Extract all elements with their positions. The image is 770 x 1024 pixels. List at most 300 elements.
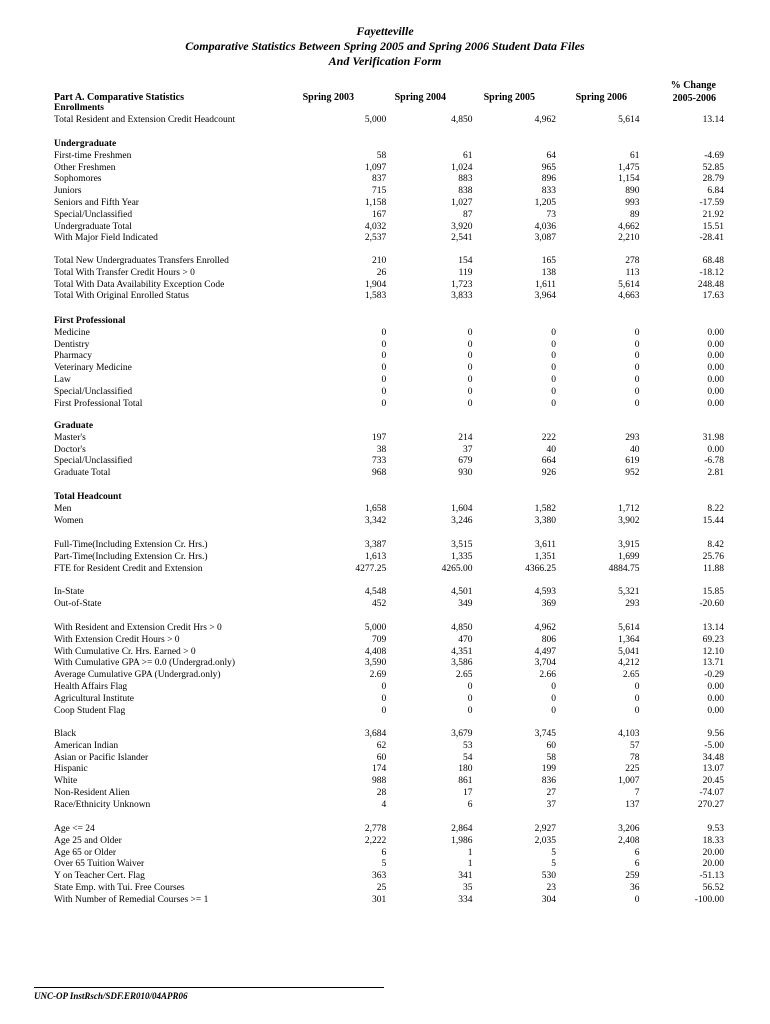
row-value: 0 bbox=[634, 386, 640, 397]
row-value: 25.76 bbox=[702, 551, 724, 562]
section-1 bbox=[54, 139, 724, 245]
section-7 bbox=[54, 587, 724, 611]
row-label: Age 25 and Older bbox=[54, 835, 122, 846]
row-value: 0 bbox=[467, 386, 473, 397]
section-title: First Professional bbox=[54, 316, 126, 326]
row-value: 214 bbox=[458, 432, 473, 443]
row-value: 0 bbox=[467, 398, 473, 409]
row-value: 0 bbox=[551, 681, 557, 692]
row-value: 0 bbox=[634, 398, 640, 409]
row-value: 4265.00 bbox=[441, 563, 473, 574]
row-value: 452 bbox=[371, 598, 387, 609]
row-value: 138 bbox=[541, 267, 557, 278]
row-label: Hispanic bbox=[54, 764, 88, 775]
row-value: 1 bbox=[467, 859, 473, 870]
row-value: 3,206 bbox=[618, 824, 640, 834]
row-value: 0 bbox=[551, 386, 557, 397]
row-value: 2,864 bbox=[451, 824, 473, 834]
row-value: 0.00 bbox=[707, 398, 724, 409]
row-label: Pharmacy bbox=[54, 351, 92, 362]
row-value: 20.45 bbox=[702, 776, 724, 787]
row-value: 4,962 bbox=[534, 114, 557, 125]
table-row bbox=[54, 268, 724, 280]
row-value: 28.79 bbox=[702, 174, 724, 185]
table-row bbox=[54, 351, 724, 363]
section-6 bbox=[54, 540, 724, 575]
row-value: 968 bbox=[371, 468, 387, 479]
row-value: 167 bbox=[371, 209, 387, 220]
row-value: 988 bbox=[371, 776, 387, 787]
row-label: Over 65 Tuition Waiver bbox=[54, 859, 145, 870]
row-value: 0 bbox=[551, 398, 557, 409]
row-label: Total Resident and Extension Credit Headcount bbox=[54, 114, 236, 125]
row-value: 530 bbox=[541, 871, 557, 882]
row-value: 0.00 bbox=[707, 363, 724, 374]
row-value: 861 bbox=[458, 776, 473, 787]
row-value: 12.10 bbox=[702, 646, 724, 657]
row-value: 470 bbox=[458, 634, 473, 645]
col-header-pct-change-line1: % Change bbox=[670, 80, 716, 91]
row-value: 0 bbox=[551, 705, 557, 716]
table-row bbox=[54, 706, 724, 718]
row-value: 2.81 bbox=[707, 468, 724, 479]
table-row bbox=[54, 456, 724, 468]
row-value: 0 bbox=[634, 327, 640, 338]
table-row bbox=[54, 387, 724, 399]
row-value: 3,920 bbox=[451, 221, 473, 232]
table-row bbox=[54, 340, 724, 352]
row-value: 37 bbox=[463, 444, 473, 455]
row-value: 56.52 bbox=[702, 882, 724, 893]
row-value: 1,712 bbox=[618, 503, 640, 514]
row-value: 2.65 bbox=[622, 670, 640, 681]
row-value: 664 bbox=[541, 456, 557, 467]
row-value: 836 bbox=[541, 776, 557, 787]
row-value: 1,583 bbox=[364, 291, 387, 302]
row-value: 3,833 bbox=[451, 291, 473, 302]
section-5 bbox=[54, 492, 724, 527]
row-value: 833 bbox=[541, 186, 557, 197]
row-value: 0 bbox=[381, 374, 387, 385]
row-label: Total New Undergraduates Transfers Enrolled bbox=[54, 256, 229, 266]
row-value: 2,035 bbox=[534, 835, 557, 846]
table-row bbox=[54, 233, 724, 245]
table-row bbox=[54, 210, 724, 222]
row-label: With Extension Credit Hours > 0 bbox=[54, 634, 180, 645]
table-row bbox=[54, 824, 724, 836]
row-value: 180 bbox=[458, 764, 473, 775]
row-value: -28.41 bbox=[699, 233, 724, 244]
row-value: -4.69 bbox=[704, 150, 724, 161]
row-value: 926 bbox=[541, 468, 557, 479]
row-label: Special/Unclassified bbox=[54, 386, 133, 397]
row-value: 4,850 bbox=[451, 114, 473, 125]
row-value: 4884.75 bbox=[608, 563, 640, 574]
row-value: 5,614 bbox=[618, 279, 640, 290]
row-value: 0 bbox=[381, 327, 387, 338]
row-value: 2,210 bbox=[618, 233, 640, 244]
table-row bbox=[54, 682, 724, 694]
row-value: -6.78 bbox=[704, 456, 724, 467]
row-value: 1,027 bbox=[451, 197, 473, 208]
row-value: 35 bbox=[463, 882, 473, 893]
table-row bbox=[54, 670, 724, 682]
row-label: White bbox=[54, 776, 78, 787]
row-value: 4,408 bbox=[364, 646, 387, 657]
row-value: 4,662 bbox=[618, 221, 640, 232]
section-title: Graduate bbox=[54, 421, 94, 431]
row-label: Full-Time(Including Extension Cr. Hrs.) bbox=[54, 540, 208, 550]
col-header-spring-2004: Spring 2004 bbox=[394, 92, 446, 103]
row-value: 8.22 bbox=[707, 503, 724, 514]
row-value: 199 bbox=[541, 764, 557, 775]
report-title-institution: Fayetteville bbox=[356, 24, 414, 38]
row-value: 61 bbox=[630, 150, 640, 161]
row-value: 6 bbox=[381, 847, 387, 858]
row-label: Out-of-State bbox=[54, 598, 102, 609]
row-value: 17 bbox=[463, 787, 473, 798]
row-value: 0 bbox=[634, 705, 640, 716]
row-value: 25 bbox=[376, 882, 387, 893]
table-row bbox=[54, 836, 724, 848]
row-value: 715 bbox=[371, 186, 387, 197]
row-label: American Indian bbox=[54, 740, 119, 751]
row-label: Doctor's bbox=[54, 444, 86, 455]
row-value: 1,904 bbox=[364, 279, 387, 290]
section-2 bbox=[54, 256, 724, 303]
row-value: 304 bbox=[541, 894, 557, 905]
row-value: 64 bbox=[546, 150, 557, 161]
row-value: 6 bbox=[634, 847, 640, 858]
row-value: 1,024 bbox=[451, 162, 473, 173]
row-value: 3,915 bbox=[618, 540, 640, 550]
row-value: 0 bbox=[381, 339, 387, 350]
row-value: 40 bbox=[630, 444, 640, 455]
table-row bbox=[54, 222, 724, 234]
table-row bbox=[54, 564, 724, 576]
row-value: 5,041 bbox=[618, 646, 640, 657]
row-value: 2,537 bbox=[364, 233, 387, 244]
row-value: -51.13 bbox=[699, 871, 724, 882]
row-value: 1,335 bbox=[451, 551, 473, 562]
table-row bbox=[54, 764, 724, 776]
row-value: 0 bbox=[634, 339, 640, 350]
row-value: 60 bbox=[376, 752, 387, 763]
row-value: 210 bbox=[371, 256, 387, 266]
row-value: 0 bbox=[467, 351, 473, 362]
section-0 bbox=[54, 103, 724, 127]
row-value: 4,663 bbox=[618, 291, 640, 302]
table-row bbox=[54, 280, 724, 292]
row-value: 36 bbox=[630, 882, 640, 893]
row-value: 197 bbox=[371, 432, 387, 443]
table-row bbox=[54, 776, 724, 788]
row-value: 259 bbox=[625, 871, 640, 882]
row-value: 58 bbox=[546, 752, 557, 763]
row-value: 0.00 bbox=[707, 339, 724, 350]
table-row bbox=[54, 151, 724, 163]
row-value: 3,964 bbox=[534, 291, 557, 302]
row-value: 7 bbox=[634, 787, 640, 798]
row-value: 4,962 bbox=[534, 623, 557, 633]
row-value: 293 bbox=[625, 598, 640, 609]
row-value: 3,246 bbox=[451, 515, 473, 526]
row-value: 0.00 bbox=[707, 681, 724, 692]
row-value: 1,364 bbox=[618, 634, 640, 645]
table-row bbox=[54, 729, 724, 741]
row-value: 5,000 bbox=[364, 114, 387, 125]
col-header-pct-change bbox=[627, 79, 716, 105]
row-value: 0.00 bbox=[707, 386, 724, 397]
row-value: 1,205 bbox=[534, 197, 557, 208]
row-value: 349 bbox=[458, 598, 473, 609]
row-value: 0 bbox=[381, 681, 387, 692]
row-value: 8.42 bbox=[707, 540, 724, 550]
table-row bbox=[54, 635, 724, 647]
row-value: 225 bbox=[625, 764, 640, 775]
row-label: Total With Transfer Credit Hours > 0 bbox=[54, 267, 195, 278]
row-value: -20.60 bbox=[699, 598, 724, 609]
row-value: 0 bbox=[551, 339, 557, 350]
row-value: 0 bbox=[551, 351, 557, 362]
row-value: 4,212 bbox=[618, 658, 640, 669]
row-label: Part-Time(Including Extension Cr. Hrs.) bbox=[54, 551, 208, 562]
row-label: Juniors bbox=[54, 186, 82, 197]
table-row bbox=[54, 859, 724, 871]
row-value: 0 bbox=[381, 693, 387, 704]
row-value: 806 bbox=[541, 634, 557, 645]
row-value: 0.00 bbox=[707, 444, 724, 455]
row-value: 1,475 bbox=[618, 162, 640, 173]
row-label: Average Cumulative GPA (Undergrad.only) bbox=[54, 670, 221, 681]
row-value: 62 bbox=[376, 740, 387, 751]
row-value: 2.69 bbox=[369, 670, 387, 681]
row-label: Master's bbox=[54, 432, 86, 443]
row-value: 0 bbox=[634, 894, 640, 905]
row-value: 5,614 bbox=[618, 114, 640, 125]
row-value: 37 bbox=[546, 799, 557, 810]
row-value: 0 bbox=[551, 374, 557, 385]
row-value: 301 bbox=[371, 894, 387, 905]
row-label: State Emp. with Tui. Free Courses bbox=[54, 882, 185, 893]
row-value: -5.00 bbox=[704, 740, 724, 751]
row-value: 73 bbox=[546, 209, 557, 220]
row-value: 0 bbox=[551, 363, 557, 374]
row-value: 0.00 bbox=[707, 351, 724, 362]
row-value: 5,614 bbox=[618, 623, 640, 633]
row-value: 3,745 bbox=[534, 729, 557, 739]
row-value: 61 bbox=[463, 150, 473, 161]
row-label: Age 65 or Older bbox=[54, 847, 116, 858]
row-value: 0 bbox=[551, 327, 557, 338]
row-label: Agricultural Institute bbox=[54, 693, 134, 704]
row-value: 0 bbox=[634, 374, 640, 385]
row-value: 0 bbox=[467, 374, 473, 385]
row-value: 3,902 bbox=[618, 515, 640, 526]
row-value: 54 bbox=[463, 752, 473, 763]
row-value: 4277.25 bbox=[355, 563, 387, 574]
row-value: 53 bbox=[463, 740, 473, 751]
row-value: 6 bbox=[467, 799, 473, 810]
table-row bbox=[54, 198, 724, 210]
row-value: 3,087 bbox=[534, 233, 557, 244]
row-value: 113 bbox=[625, 267, 640, 278]
row-label: Sophomores bbox=[54, 174, 102, 185]
part-title: Part A. Comparative Statistics bbox=[54, 92, 184, 103]
row-label: Asian or Pacific Islander bbox=[54, 752, 149, 763]
row-value: 1,699 bbox=[618, 551, 640, 562]
row-value: 369 bbox=[541, 598, 557, 609]
col-header-spring-2006: Spring 2006 bbox=[575, 92, 627, 103]
row-value: 31.98 bbox=[702, 432, 724, 443]
row-label: Coop Student Flag bbox=[54, 705, 126, 716]
row-value: 0 bbox=[381, 363, 387, 374]
row-value: 4,548 bbox=[364, 587, 387, 597]
row-value: 1,604 bbox=[451, 503, 473, 514]
row-value: 23 bbox=[546, 882, 557, 893]
row-value: 4 bbox=[381, 799, 387, 810]
row-label: Black bbox=[54, 729, 77, 739]
row-value: 60 bbox=[546, 740, 557, 751]
row-value: 119 bbox=[458, 267, 473, 278]
table-row bbox=[54, 800, 724, 812]
row-value: 2,927 bbox=[534, 824, 557, 834]
row-value: 0.00 bbox=[707, 693, 724, 704]
row-value: 5,321 bbox=[618, 587, 640, 597]
table-row bbox=[54, 871, 724, 883]
row-value: 3,515 bbox=[451, 540, 473, 550]
table-row bbox=[54, 363, 724, 375]
row-value: 0 bbox=[634, 693, 640, 704]
row-value: 2,541 bbox=[451, 233, 473, 244]
row-value: 0 bbox=[381, 398, 387, 409]
row-value: 1,007 bbox=[618, 776, 640, 787]
row-value: 1,986 bbox=[451, 835, 473, 846]
row-label: Non-Resident Alien bbox=[54, 787, 130, 798]
row-value: 0 bbox=[467, 327, 473, 338]
row-value: 5 bbox=[551, 859, 557, 870]
row-value: 1,658 bbox=[364, 503, 387, 514]
row-label: Health Affairs Flag bbox=[54, 681, 128, 692]
row-value: 174 bbox=[371, 764, 387, 775]
row-value: 679 bbox=[458, 456, 473, 467]
row-value: 248.48 bbox=[697, 279, 724, 290]
row-value: 1,154 bbox=[618, 174, 640, 185]
table-row bbox=[54, 895, 724, 907]
row-label: Women bbox=[54, 515, 84, 526]
section-4 bbox=[54, 421, 724, 480]
row-value: 87 bbox=[463, 209, 473, 220]
row-label: First Professional Total bbox=[54, 398, 143, 409]
row-value: 78 bbox=[630, 752, 640, 763]
row-value: 13.07 bbox=[702, 764, 724, 775]
row-label: With Major Field Indicated bbox=[54, 233, 158, 244]
row-value: 4,032 bbox=[364, 221, 387, 232]
table-row bbox=[54, 186, 724, 198]
row-value: -0.29 bbox=[704, 670, 724, 681]
row-value: 0.00 bbox=[707, 374, 724, 385]
row-label: Total With Data Availability Exception Code bbox=[54, 279, 225, 290]
table-row bbox=[54, 658, 724, 670]
row-value: 1,097 bbox=[364, 162, 387, 173]
report-subtitle: And Verification Form bbox=[328, 54, 442, 68]
row-value: 0.00 bbox=[707, 327, 724, 338]
row-value: 0 bbox=[467, 363, 473, 374]
row-value: 838 bbox=[458, 186, 473, 197]
table-row bbox=[54, 399, 724, 411]
table-row bbox=[54, 540, 724, 552]
row-value: 165 bbox=[541, 256, 557, 266]
row-value: -17.59 bbox=[699, 197, 724, 208]
row-value: 1,158 bbox=[364, 197, 387, 208]
table-row bbox=[54, 753, 724, 765]
row-value: 26 bbox=[376, 267, 387, 278]
row-value: 52.85 bbox=[702, 162, 724, 173]
row-value: 15.51 bbox=[702, 221, 724, 232]
row-value: 28 bbox=[376, 787, 387, 798]
table-row bbox=[54, 468, 724, 480]
row-value: 2.65 bbox=[455, 670, 473, 681]
row-value: 20.00 bbox=[702, 859, 724, 870]
table-row bbox=[54, 623, 724, 635]
row-value: 3,586 bbox=[451, 658, 473, 669]
table-row bbox=[54, 883, 724, 895]
row-value: 3,684 bbox=[364, 729, 387, 739]
section-title: Total Headcount bbox=[54, 492, 122, 502]
row-value: -18.12 bbox=[699, 267, 724, 278]
row-label: Y on Teacher Cert. Flag bbox=[54, 871, 145, 882]
row-value: 363 bbox=[371, 871, 387, 882]
table-row bbox=[54, 504, 724, 516]
row-value: 13.71 bbox=[702, 658, 724, 669]
row-label: Medicine bbox=[54, 327, 90, 338]
row-value: 341 bbox=[458, 871, 473, 882]
row-label: Law bbox=[54, 374, 71, 385]
table-row bbox=[54, 516, 724, 528]
row-label: With Number of Remedial Courses >= 1 bbox=[54, 894, 209, 905]
section-8 bbox=[54, 623, 724, 717]
row-value: 965 bbox=[541, 162, 557, 173]
row-value: 993 bbox=[625, 197, 640, 208]
row-value: 1 bbox=[467, 847, 473, 858]
row-value: 2.66 bbox=[539, 670, 557, 681]
table-row bbox=[54, 174, 724, 186]
row-label: Men bbox=[54, 503, 72, 514]
row-label: With Cumulative Cr. Hrs. Earned > 0 bbox=[54, 646, 196, 657]
row-value: 890 bbox=[625, 186, 640, 197]
row-value: 5 bbox=[551, 847, 557, 858]
row-value: 154 bbox=[458, 256, 473, 266]
row-value: 334 bbox=[458, 894, 473, 905]
row-value: 15.85 bbox=[702, 587, 724, 597]
table-row bbox=[54, 694, 724, 706]
report-title: Comparative Statistics Between Spring 2005 and Spring 2006 Student Data Files bbox=[185, 39, 585, 53]
table-row bbox=[54, 552, 724, 564]
row-value: 68.48 bbox=[702, 256, 724, 266]
row-label: Age <= 24 bbox=[54, 824, 95, 834]
row-value: 3,611 bbox=[535, 540, 557, 550]
row-value: 0 bbox=[467, 339, 473, 350]
row-value: 69.23 bbox=[702, 634, 724, 645]
row-value: 883 bbox=[458, 174, 473, 185]
row-value: 34.48 bbox=[702, 752, 724, 763]
table-row bbox=[54, 788, 724, 800]
row-label: With Resident and Extension Credit Hrs > 0 bbox=[54, 623, 222, 633]
row-value: 3,380 bbox=[534, 515, 557, 526]
row-value: 293 bbox=[625, 432, 640, 443]
row-value: 0 bbox=[467, 705, 473, 716]
row-value: -100.00 bbox=[694, 894, 724, 905]
